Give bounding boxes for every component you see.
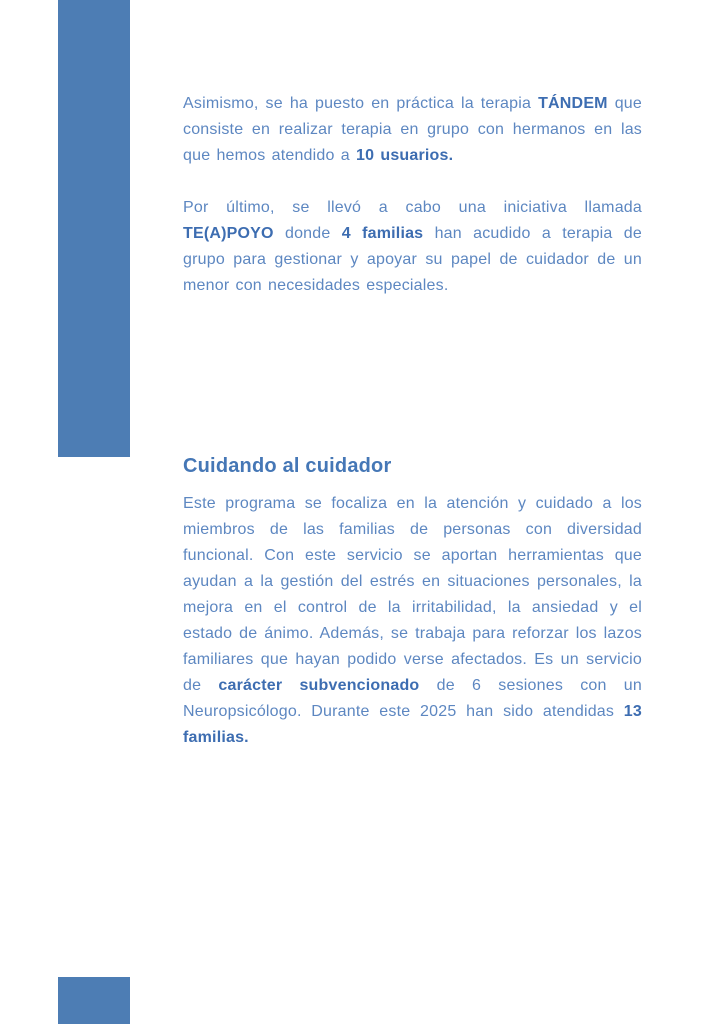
emphasis-text: carácter subvencionado — [218, 677, 420, 694]
body-text-run: Este programa se focaliza en la atención y cuidado a los miembros de las familias de personas con diversidad funcional. Con este servicio se aportan herramientas que ayudan a la gestión del estrés en situaciones personales, la mejora en el control de la irritabilidad, la ansiedad y el estado de ánimo. Además, se trabaja para reforzar los lazos familiares que hayan podido verse afectados. Es un servicio de — [183, 495, 642, 694]
body-text-run: Asimismo, se ha puesto en práctica la terapia — [183, 95, 539, 112]
paragraph-tandem — [183, 91, 642, 169]
body-text-run: que consiste en realizar terapia en grupo con hermanos en las que hemos atendido a — [183, 95, 642, 164]
accent-bar-top — [58, 0, 130, 457]
emphasis-text: TE(A)POYO — [183, 225, 274, 242]
body-text-run: donde — [273, 225, 342, 242]
body-text-run: Por último, se llevó a cabo una iniciativa llamada — [183, 199, 642, 216]
paragraph-cuidando-al-cuidador — [183, 491, 642, 751]
emphasis-text: 10 usuarios. — [356, 147, 454, 164]
section-heading-cuidando-al-cuidador: Cuidando al cuidador — [183, 455, 392, 477]
emphasis-text: 13 familias. — [183, 703, 642, 746]
emphasis-text: TÁNDEM — [538, 95, 608, 112]
body-text-run: de 6 sesiones con un Neuropsicólogo. Durante este 2025 han sido atendidas — [183, 677, 642, 720]
body-text-run: han acudido a terapia de grupo para gestionar y apoyar su papel de cuidador de un menor con necesidades especiales. — [183, 225, 642, 294]
paragraph-teapoyo — [183, 195, 642, 299]
emphasis-text: 4 familias — [341, 225, 424, 242]
accent-bar-bottom — [58, 977, 130, 1024]
